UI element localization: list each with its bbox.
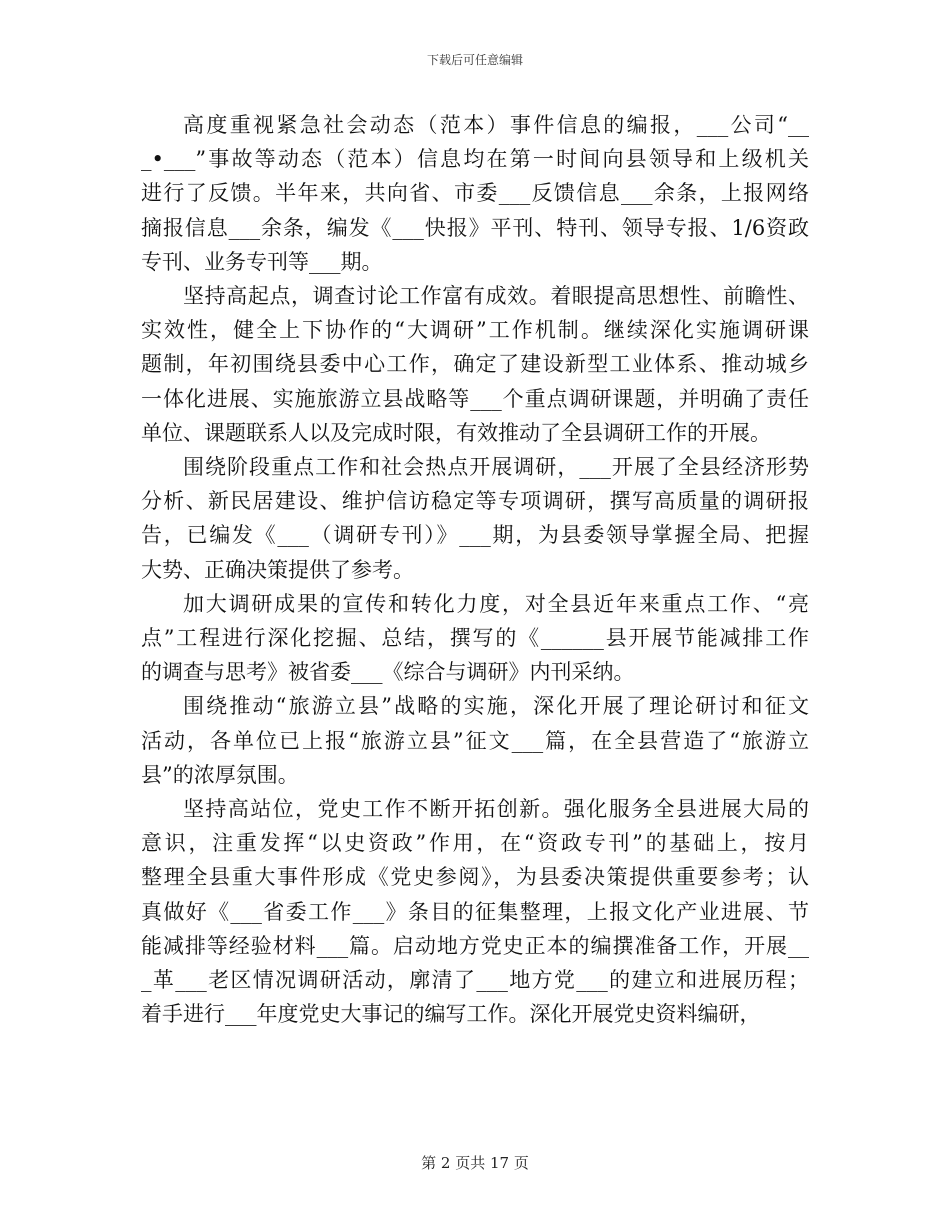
paragraph-line: 进行了反馈。半年来，共向省、市委___反馈信息___余条，上报网络 [141,181,809,206]
paragraph-line: 大势、正确决策提供了参考。 [141,557,414,582]
paragraph-line: 加大调研成果的宣传和转化力度，对全县近年来重点工作、“亮 [183,591,809,616]
paragraph [141,279,809,450]
paragraph [141,587,809,690]
paragraph-line: 坚持高起点，调查讨论工作富有成效。着眼提高思想性、前瞻性、 [183,284,809,309]
paragraph-line: 高度重视紧急社会动态（范本）事件信息的编报，___公司“__ [183,113,809,137]
paragraph-line: 分析、新民居建设、维护信访稳定等专项调研，撰写高质量的调研报 [141,489,809,514]
paragraph-line: 摘报信息___余条，编发《___快报》平刊、特刊、领导专报、1/6资政 [141,215,809,240]
paragraph-line: 围绕阶段重点工作和社会热点开展调研，___开展了全县经济形势 [183,455,809,480]
paragraph-line: 围绕推动“旅游立县”战略的实施，深化开展了理论研讨和征文 [183,694,809,719]
paragraph-line: 一体化进展、实施旅游立县战略等___个重点调研课题，并明确了责任 [141,386,809,411]
paragraph-line: 县”的浓厚氛围。 [141,762,299,787]
paragraph-line: 专刊、业务专刊等___期。 [141,249,383,274]
paragraph-line: 告，已编发《___（调研专刊）》___期，为县委领导掌握全局、把握 [141,523,809,548]
paragraph-line: _革___老区情况调研活动，廓清了___地方党___的建立和进展历程； [141,968,809,993]
paragraph-line: 的调查与思考》被省委___《综合与调研》内刊采纳。 [141,660,635,685]
paragraph [141,689,809,792]
page-header: 下载后可任意编辑 [426,53,523,67]
page-footer: 第 2 页共 17 页 [421,1154,529,1172]
paragraph-line: 坚持高站位，党史工作不断开拓创新。强化服务全县进展大局的 [183,797,809,822]
paragraph [141,108,809,279]
paragraph-line: 点”工程进行深化挖掘、总结，撰写的《______县开展节能减排工作 [141,626,809,651]
paragraph-line: 意识，注重发挥“以史资政”作用，在“资政专刊”的基础上，按月 [141,831,809,856]
paragraph-line: 单位、课题联系人以及完成时限，有效推动了全县调研工作的开展。 [141,420,771,445]
paragraph-line: 能减排等经验材料___篇。启动地方党史正本的编撰准备工作，开展__ [141,933,809,958]
paragraph-line: _•___”事故等动态（范本）信息均在第一时间向县领导和上级机关 [141,147,809,172]
paragraph-line: 真做好《___省委工作___》条目的征集整理，上报文化产业进展、节 [141,899,809,924]
paragraph-line: 着手进行___年度党史大事记的编写工作。深化开展党史资料编研， [141,1002,761,1027]
paragraph-line: 题制，年初围绕县委中心工作，确定了建设新型工业体系、推动城乡 [141,352,809,377]
document-body [141,108,809,1031]
paragraph [141,450,809,587]
paragraph-line: 整理全县重大事件形成《党史参阅》，为县委决策提供重要参考；认 [141,865,809,890]
paragraph-line: 实效性，健全上下协作的“大调研”工作机制。继续深化实施调研课 [141,318,809,343]
paragraph [141,792,809,1031]
paragraph-line: 活动，各单位已上报“旅游立县”征文___篇，在全县营造了“旅游立 [141,728,809,753]
